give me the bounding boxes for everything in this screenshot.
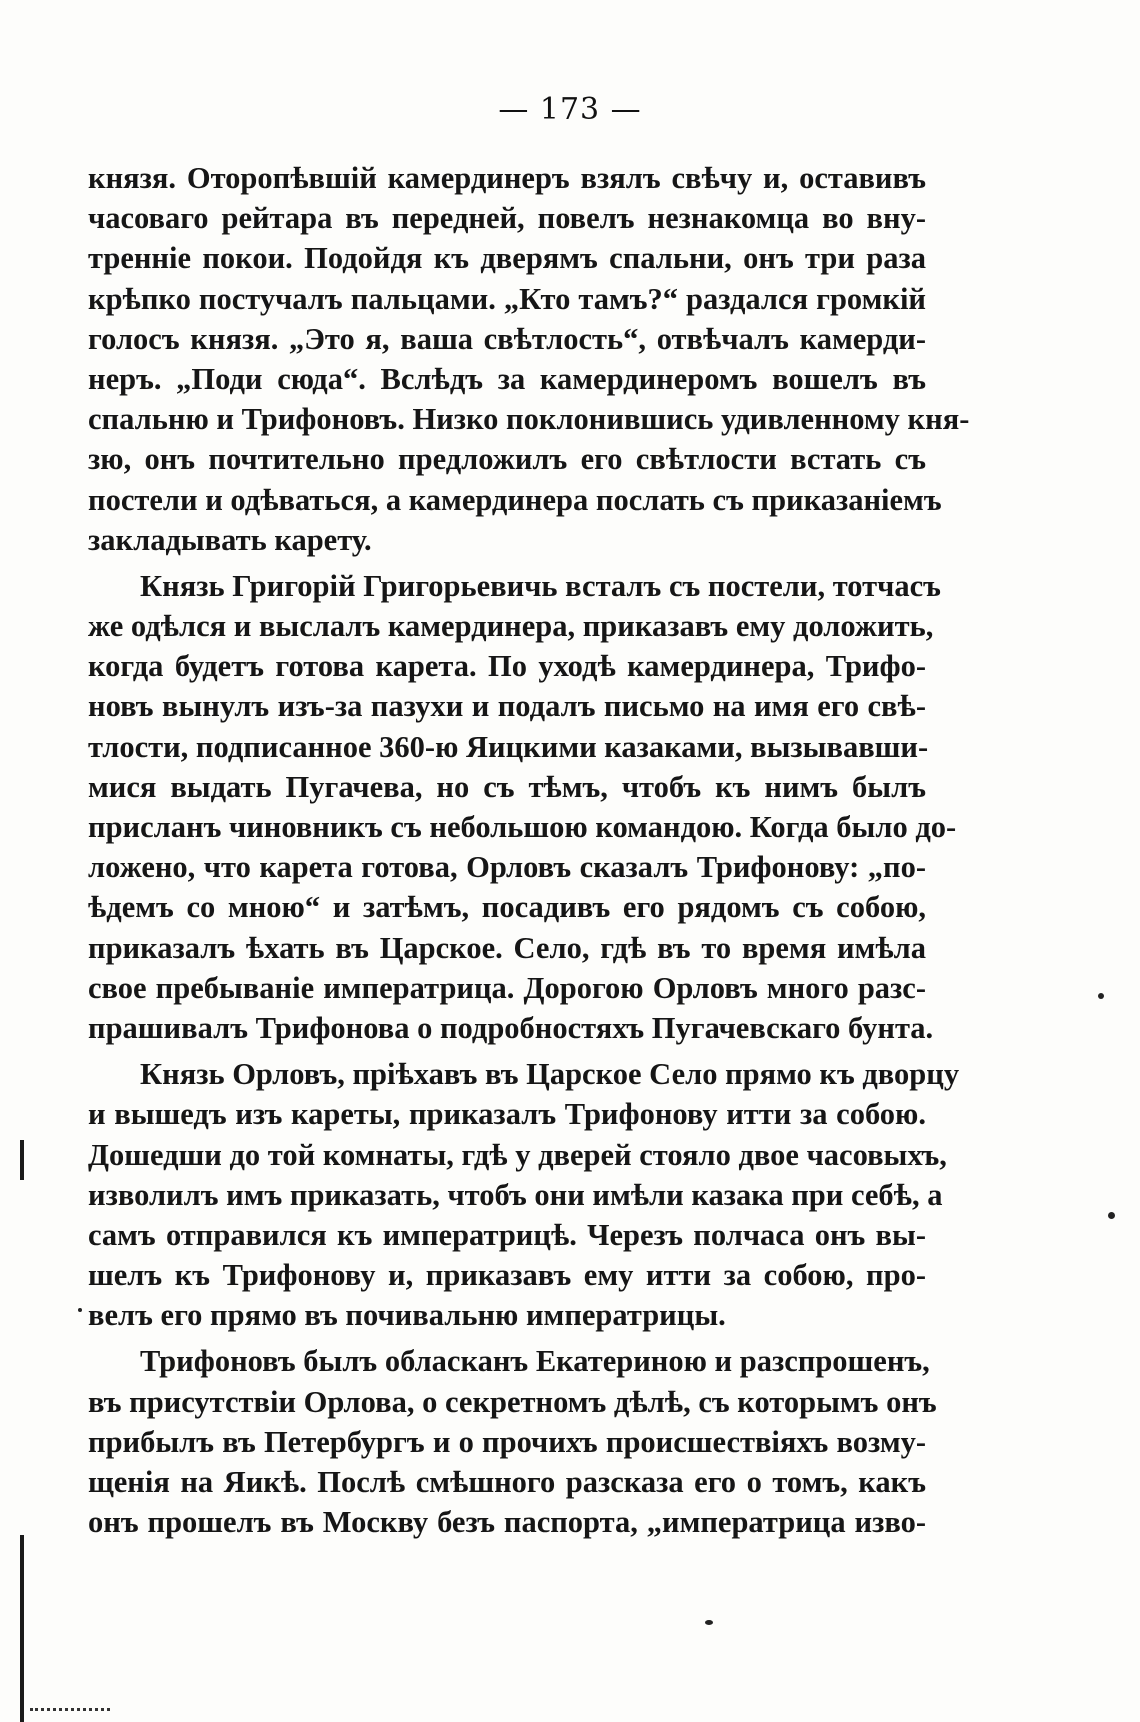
text-line: самъ отправился къ императрицѣ. Черезъ полчаса онъ вы-	[88, 1217, 926, 1252]
paragraph-3	[88, 1054, 960, 1335]
text-line: Князь Григорій Григорьевичь всталъ съ постели, тотчасъ	[140, 568, 941, 603]
text-line: новъ вынулъ изъ-за пазухи и подалъ письмо на имя его свѣ-	[88, 689, 926, 724]
paragraph-2	[88, 566, 957, 1048]
text-line: князя. Оторопѣвшій камердинеръ взялъ свѣчу и, оставивъ	[88, 161, 926, 195]
text-line: щенія на Яикѣ. Послѣ смѣшного разсказа его о томъ, какъ	[88, 1465, 926, 1499]
text-line: приказалъ ѣхать въ Царское. Село, гдѣ въ то время имѣла	[88, 930, 926, 965]
scan-speck	[1108, 1212, 1115, 1219]
scan-speck	[78, 1308, 82, 1312]
page-number: — 173 —	[498, 92, 642, 127]
scan-edge-mark	[20, 1535, 24, 1722]
text-line: присланъ чиновникъ съ небольшою командою. Когда было до-	[88, 810, 957, 844]
text-line: изволилъ имъ приказать, чтобъ они имѣли казака при себѣ, а	[88, 1177, 943, 1212]
text-line: ѣдемъ со мною“ и затѣмъ, посадивъ его рядомъ съ собою,	[88, 890, 926, 925]
body-text	[88, 158, 970, 1542]
text-line: закладывать карету.	[88, 522, 372, 557]
text-line: въ присутствіи Орлова, о секретномъ дѣлѣ, съ которымъ онъ	[88, 1384, 937, 1419]
text-line: тренніе покои. Подойдя къ дверямъ спальни, онъ три раза	[88, 241, 926, 276]
text-line: прашивалъ Трифонова о подробностяхъ Пугачевскаго бунта.	[88, 1010, 934, 1045]
scan-speck	[705, 1620, 713, 1625]
text-line: неръ. „Поди сюда“. Вслѣдъ за камердинеромъ вошелъ въ	[88, 361, 926, 396]
text-line: крѣпко постучалъ пальцами. „Кто тамъ?“ раздался громкій	[88, 281, 926, 316]
text-line: мися выдать Пугачева, но съ тѣмъ, чтобъ къ нимъ былъ	[88, 769, 926, 804]
text-line: когда будетъ готова карета. По уходѣ камердинера, Трифо-	[88, 649, 926, 684]
paragraph-4	[88, 1341, 937, 1542]
scan-smudge	[30, 1690, 110, 1711]
text-line: ложено, что карета готова, Орловъ сказалъ Трифонову: „по-	[88, 850, 926, 885]
paragraph-1	[88, 158, 970, 560]
scan-edge-mark	[20, 1140, 24, 1180]
text-line: шелъ къ Трифонову и, приказавъ ему итти за собою, про-	[88, 1258, 926, 1293]
text-line: Трифоновъ былъ обласканъ Екатериною и разспрошенъ,	[140, 1344, 930, 1379]
text-line: же одѣлся и выслалъ камердинера, приказавъ ему доложить,	[88, 609, 934, 644]
text-line: Князь Орловъ, пріѣхавъ въ Царское Село прямо къ дворцу	[140, 1057, 960, 1092]
text-line: свое пребываніе императрица. Дорогою Орловъ много разс-	[88, 970, 926, 1005]
text-line: прибылъ въ Петербургъ и о прочихъ происшествіяхъ возму-	[88, 1424, 926, 1459]
text-line: голосъ князя. „Это я, ваша свѣтлость“, отвѣчалъ камерди-	[88, 321, 926, 356]
text-line: постели и одѣваться, а камердинера послать съ приказаніемъ	[88, 482, 942, 517]
text-line: Дошедши до той комнаты, гдѣ у дверей стояло двое часовыхъ,	[88, 1137, 947, 1172]
text-line: онъ прошелъ въ Москву безъ паспорта, „императрица изво-	[88, 1505, 926, 1540]
text-line: часоваго рейтара въ передней, повелъ незнакомца во вну-	[88, 201, 926, 236]
text-line: спальню и Трифоновъ. Низко поклонившись удивленному кня-	[88, 402, 970, 437]
text-line: зю, онъ почтительно предложилъ его свѣтлости встать съ	[88, 442, 926, 477]
text-line: тлости, подписанное 360-ю Яицкими казаками, вызывавши-	[88, 729, 929, 764]
text-line: и вышедъ изъ кареты, приказалъ Трифонову итти за собою.	[88, 1097, 926, 1132]
scan-speck	[1098, 993, 1104, 999]
text-line: велъ его прямо въ почивальню императрицы.	[88, 1298, 726, 1333]
